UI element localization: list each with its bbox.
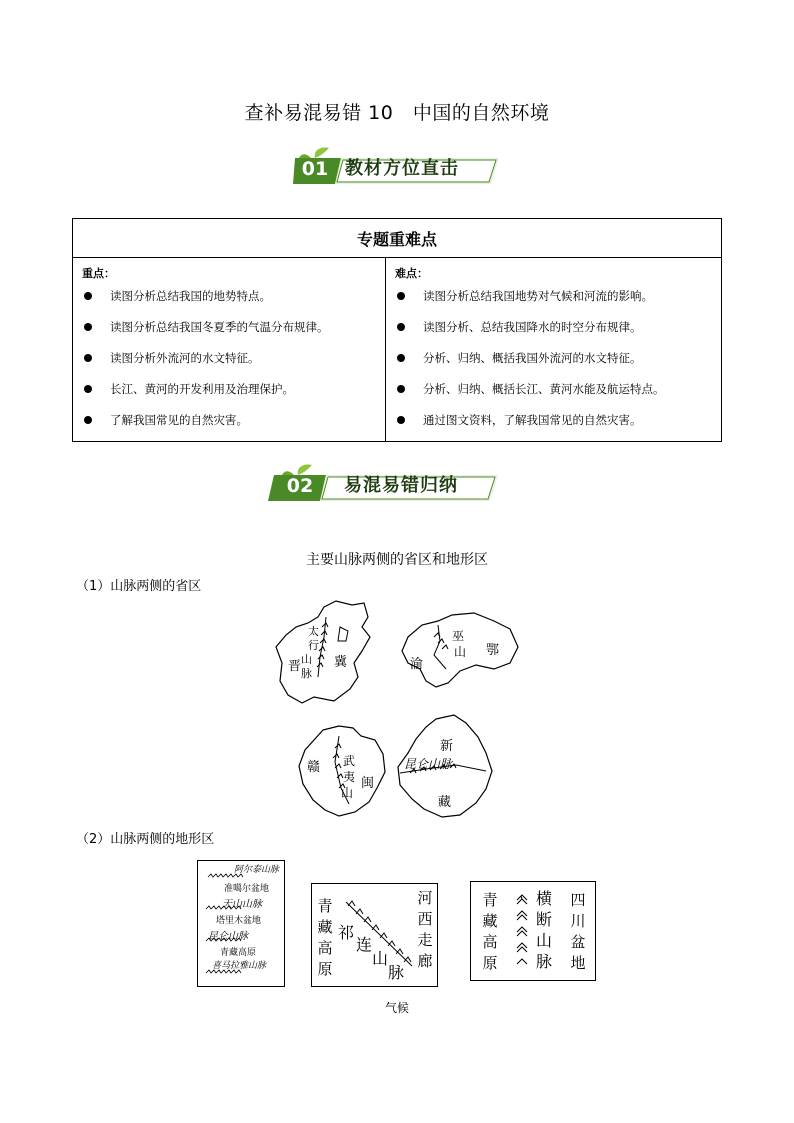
key-points-table: [72, 218, 722, 442]
mountain-char: 夷: [343, 770, 356, 784]
province-left: 赣: [307, 760, 321, 775]
list-item: 读图分析总结我国冬夏季的气温分布规律。: [74, 312, 384, 343]
section-number: 02: [286, 475, 314, 497]
terrain-label: 昆仑山脉: [208, 931, 248, 942]
map-taihang: [274, 597, 384, 705]
region-right: 河 西 走 廊: [417, 889, 433, 970]
mountain-char: 连: [356, 935, 373, 954]
mountain-char: 山: [341, 786, 354, 800]
terrain-label: 准噶尔盆地: [224, 884, 270, 894]
terrain-box-qilian: [311, 883, 438, 987]
region-right: 四 川 盆 地: [570, 891, 586, 972]
mountain-char: 武: [343, 754, 356, 768]
province-right: 冀: [334, 655, 348, 670]
mountain-char: 巫: [452, 629, 465, 643]
subheading: 主要山脉两侧的省区和地形区: [306, 552, 488, 568]
mountain-label: 横 断 山 脉: [535, 889, 552, 971]
figure-caption: 气候: [384, 1001, 409, 1015]
focus-column: [73, 258, 386, 442]
part2-label: （2）山脉两侧的地形区: [76, 832, 215, 847]
terrain-label: 天山山脉: [222, 899, 262, 910]
map-wushan: [398, 611, 520, 693]
difficulty-column: [386, 258, 722, 442]
map-kunlun: [396, 713, 496, 821]
mountain-char: 太: [308, 625, 319, 638]
mountain-char: 脉: [388, 963, 405, 982]
list-item: 读图分析总结我国地势对气候和河流的影响。: [387, 281, 720, 312]
section-banner-1: [293, 146, 499, 182]
terrain-label: 塔里木盆地: [216, 916, 262, 926]
list-item: 长江、黄河的开发利用及治理保护。: [74, 374, 384, 405]
mountain-char: 祁: [338, 923, 355, 942]
section-number: 01: [301, 158, 329, 180]
list-item: 了解我国常见的自然灾害。: [74, 405, 384, 436]
region-bottom: 藏: [438, 795, 452, 810]
terrain-box-hengduan: [470, 881, 596, 981]
list-item: 读图分析、总结我国降水的时空分布规律。: [387, 312, 720, 343]
section-label: 教材方位直击: [345, 158, 459, 179]
mountain-char: 山: [454, 645, 467, 659]
list-item: 分析、归纳、概括我国外流河的水文特征。: [387, 343, 720, 374]
list-item: 通过图文资料，了解我国常见的自然灾害。: [387, 405, 720, 436]
terrain-label: 青藏高原: [220, 948, 257, 958]
mountain-char: 山: [372, 949, 389, 968]
region-left: 青 藏 高 原: [317, 897, 333, 978]
mountain-char: 脉: [301, 667, 312, 680]
map-wuyi: [295, 722, 391, 820]
focus-title: 重点：: [82, 267, 115, 280]
province-left: 渝: [410, 657, 424, 672]
section-label: 易混易错归纳: [344, 475, 458, 496]
list-item: 读图分析外流河的水文特征。: [74, 343, 384, 374]
part1-label: （1）山脉两侧的省区: [76, 579, 202, 594]
province-right: 鄂: [486, 643, 500, 658]
table-header: 专题重难点: [73, 219, 722, 258]
list-item: 读图分析总结我国的地势特点。: [74, 281, 384, 312]
terrain-box-xinjiang: [197, 860, 285, 987]
difficulty-title: 难点：: [395, 267, 428, 280]
region-left: 青 藏 高 原: [482, 891, 498, 972]
region-top: 新: [440, 739, 454, 754]
mountain-char: 行: [308, 639, 319, 652]
list-item: 分析、归纳、概括长江、黄河水能及航运特点。: [387, 374, 720, 405]
province-left: 晋: [288, 659, 302, 674]
mountain-char: 山: [301, 653, 312, 666]
terrain-label: 喜马拉雅山脉: [212, 961, 267, 971]
terrain-label: 阿尔泰山脉: [234, 865, 280, 875]
document-title: 查补易混易错 10 中国的自然环境: [244, 102, 550, 124]
section-banner-2: [268, 463, 498, 499]
mountain-label: 昆仑山脉: [404, 757, 453, 771]
province-right: 闽: [361, 776, 375, 791]
